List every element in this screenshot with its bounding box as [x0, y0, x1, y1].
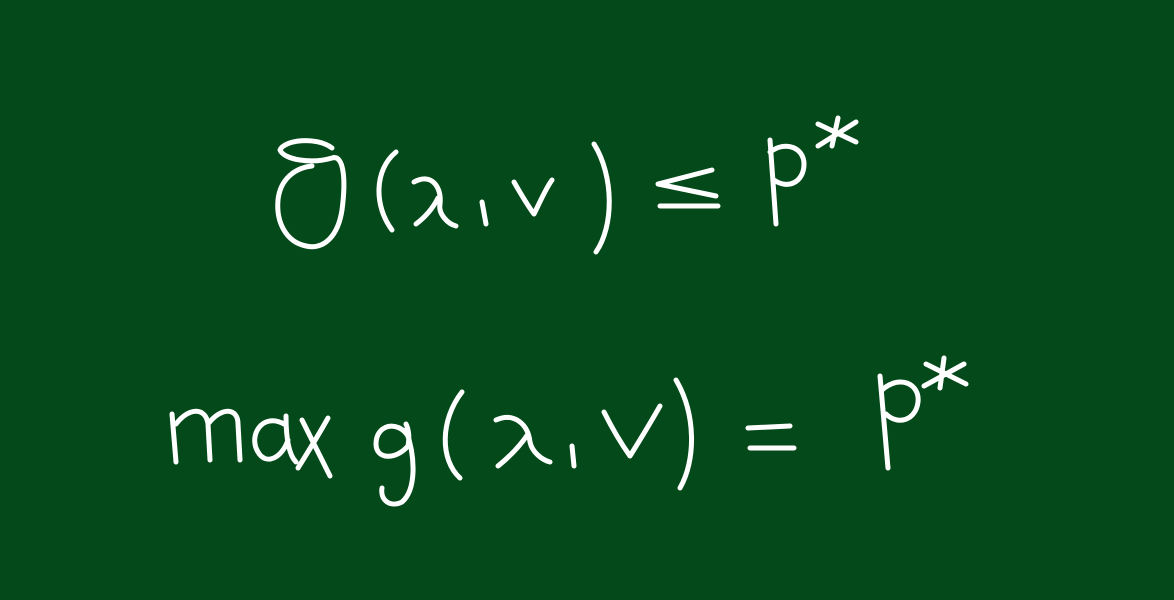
eq2-close-paren — [676, 380, 692, 488]
eq1-comma — [482, 202, 486, 224]
eq1-leq-sign — [658, 170, 718, 206]
eq1-nu — [514, 180, 552, 214]
eq2-nu — [604, 406, 660, 456]
eq2-letter-g — [376, 424, 413, 504]
equation-2 — [172, 358, 966, 504]
eq2-equals-sign — [748, 426, 794, 448]
eq1-letter-p — [770, 140, 804, 224]
eq2-open-paren — [445, 392, 462, 478]
eq2-asterisk — [924, 358, 966, 388]
eq2-letter-a — [255, 416, 296, 462]
eq2-comma — [572, 446, 574, 466]
eq2-letter-x — [298, 418, 330, 476]
eq2-letter-p — [880, 376, 918, 468]
eq1-close-paren — [594, 144, 609, 252]
eq1-lambda — [414, 179, 456, 226]
eq1-letter-g — [278, 141, 344, 247]
eq1-open-paren — [379, 152, 396, 230]
eq2-lambda — [496, 417, 550, 466]
eq2-letter-m — [172, 411, 240, 462]
equation-1 — [278, 118, 856, 252]
eq1-asterisk — [818, 118, 856, 146]
